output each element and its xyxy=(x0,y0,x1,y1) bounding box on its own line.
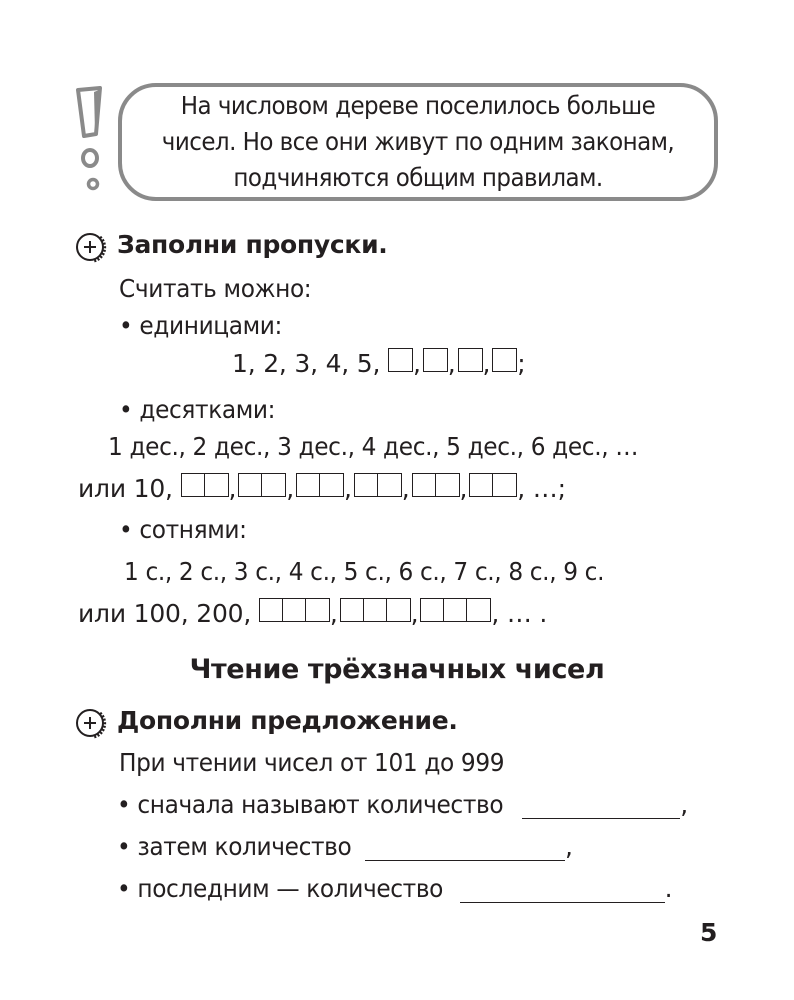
answer-box[interactable] xyxy=(412,473,460,497)
tens-end: , …; xyxy=(517,474,566,503)
answer-box[interactable] xyxy=(259,598,330,622)
answer-line[interactable] xyxy=(460,881,665,903)
units-row: 1, 2, 3, 4, 5, , , , ; xyxy=(232,349,526,378)
callout-text xyxy=(142,88,694,196)
hundreds-prefix: или 100, 200, xyxy=(78,599,252,628)
answer-box[interactable] xyxy=(296,473,344,497)
task2-item: • сначала называют количество , xyxy=(117,790,688,819)
answer-box[interactable] xyxy=(340,598,411,622)
answer-box[interactable] xyxy=(354,473,402,497)
answer-box[interactable] xyxy=(388,348,413,372)
tens-row: или 10, , , , , , , …; xyxy=(78,474,566,503)
answer-box[interactable] xyxy=(423,348,448,372)
callout-line: На числовом дереве поселилось больше xyxy=(180,91,656,120)
task2-item: • затем количество , xyxy=(117,832,573,861)
answer-box[interactable] xyxy=(458,348,483,372)
answer-box[interactable] xyxy=(181,473,229,497)
answer-box[interactable] xyxy=(420,598,491,622)
hundreds-row: или 100, 200, , , , … . xyxy=(78,599,548,628)
tens-line: 1 дес., 2 дес., 3 дес., 4 дес., 5 дес., 6 дес., … xyxy=(108,432,639,461)
units-bullet: • единицами: xyxy=(119,311,283,340)
units-end: ; xyxy=(517,349,526,378)
section-heading: Чтение трёхзначных чисел xyxy=(189,654,605,685)
plus-coin-icon xyxy=(74,707,108,741)
units-prefix: 1, 2, 3, 4, 5, xyxy=(232,349,381,378)
task2-item: • последним — количество . xyxy=(117,874,673,903)
hundreds-line: 1 с., 2 с., 3 с., 4 с., 5 с., 6 с., 7 с., 8 с., 9 с. xyxy=(124,557,605,586)
page-number: 5 xyxy=(700,918,718,947)
callout-line: подчиняются общим правилам. xyxy=(233,163,603,192)
task2-intro: При чтении чисел от 101 до 999 xyxy=(119,748,505,777)
exclamation-icon xyxy=(74,86,108,194)
answer-box[interactable] xyxy=(469,473,517,497)
task2-title: Дополни предложение. xyxy=(117,706,458,735)
tens-bullet: • десятками: xyxy=(119,395,276,424)
tens-prefix: или 10, xyxy=(78,474,173,503)
answer-box[interactable] xyxy=(238,473,286,497)
callout-line: чисел. Но все они живут по одним законам, xyxy=(161,127,675,156)
plus-coin-icon xyxy=(74,231,108,265)
answer-box[interactable] xyxy=(492,348,517,372)
task1-intro: Считать можно: xyxy=(119,274,312,303)
answer-line[interactable] xyxy=(365,839,565,861)
hundreds-end: , … . xyxy=(491,599,548,628)
hundreds-bullet: • сотнями: xyxy=(119,515,247,544)
answer-line[interactable] xyxy=(522,797,680,819)
task1-title: Заполни пропуски. xyxy=(117,230,388,259)
